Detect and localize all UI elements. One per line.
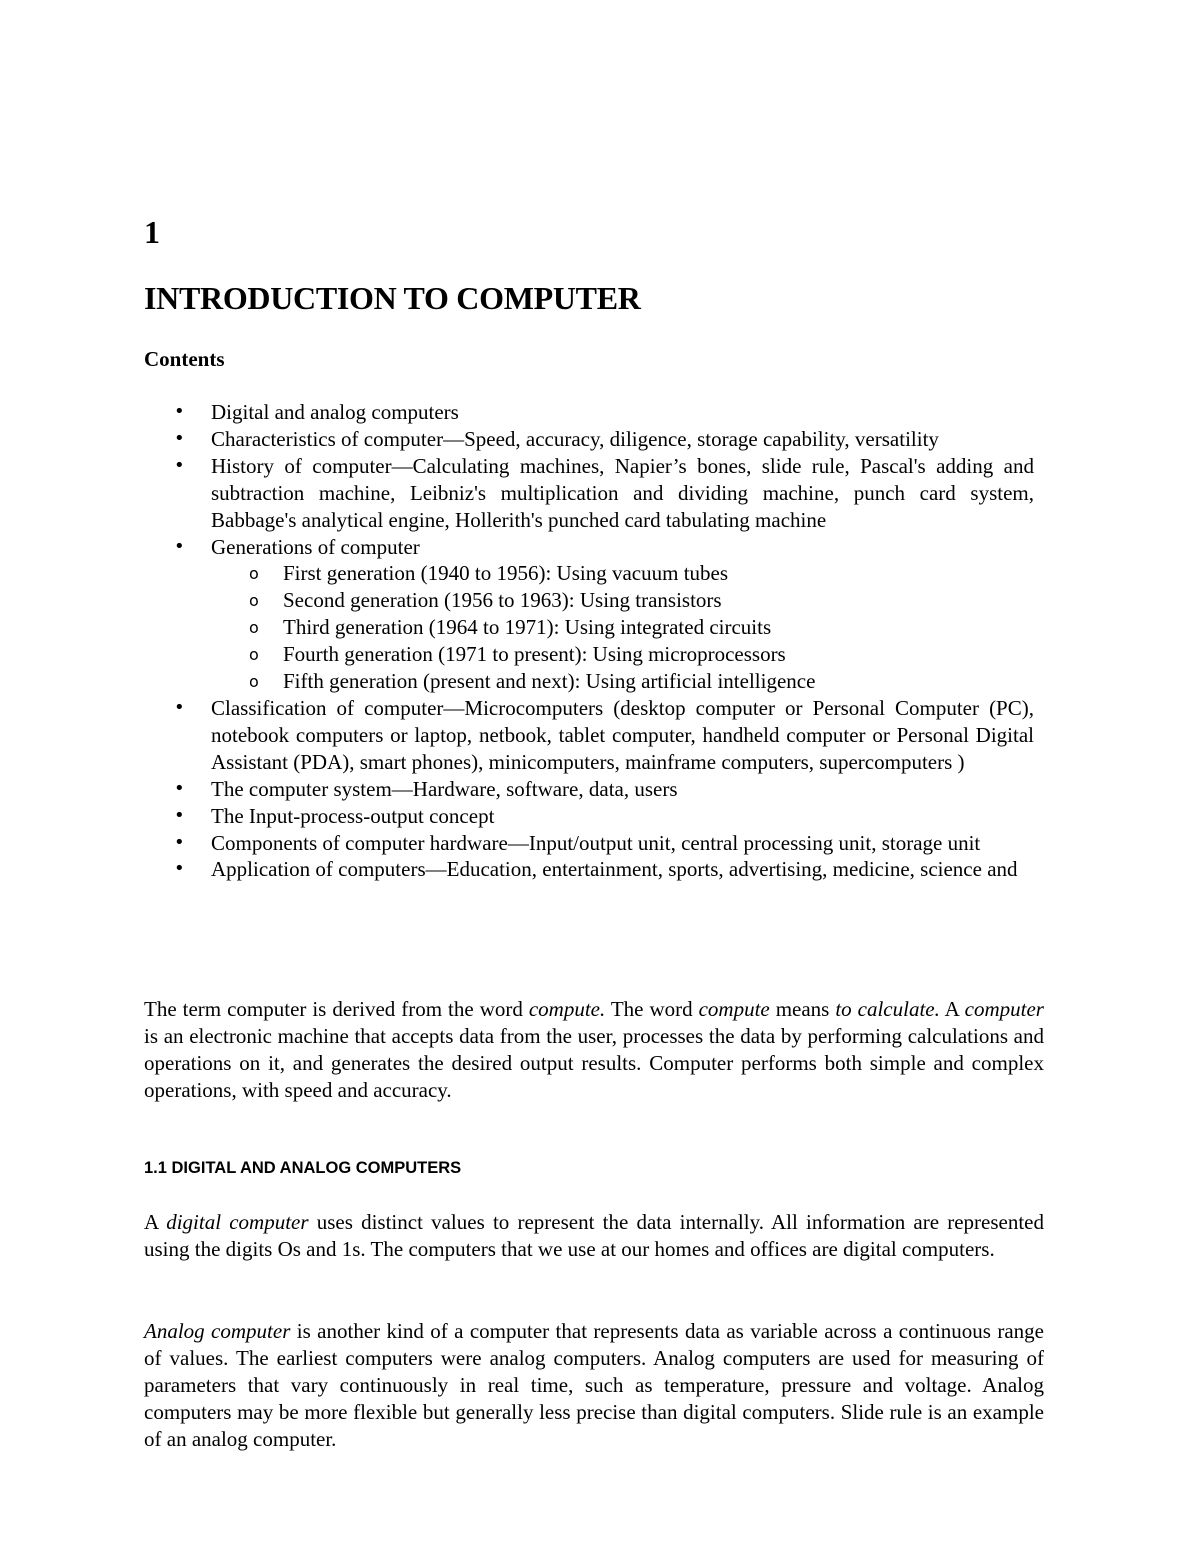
generation-item: o Second generation (1956 to 1963): Using transistors — [211, 587, 1034, 614]
generation-item: o Third generation (1964 to 1971): Using integrated circuits — [211, 614, 1034, 641]
section-heading: 1.1 DIGITAL AND ANALOG COMPUTERS — [144, 1159, 462, 1177]
text-run: The word — [605, 997, 699, 1021]
text-run: uses distinct values to represent the data internally. All information are represented using the digits Os and 1s. The computers that we use at our homes and offices are digital computers. — [144, 1210, 1044, 1261]
intro-paragraph — [144, 996, 1044, 1104]
contents-item: • Characteristics of computer—Speed, accuracy, diligence, storage capability, versatility — [144, 426, 1044, 453]
chapter-title: INTRODUCTION TO COMPUTER — [144, 280, 641, 316]
contents-item: • Components of computer hardware—Input/output unit, central processing unit, storage unit — [144, 830, 1044, 857]
chapter-number: 1 — [144, 214, 160, 250]
italic-term: to calculate. — [835, 997, 940, 1021]
generation-item: o Fifth generation (present and next): Using artificial intelligence — [211, 668, 1034, 695]
italic-term: compute — [698, 997, 770, 1021]
contents-item: • The Input-process-output concept — [144, 803, 1044, 830]
contents-item: • History of computer—Calculating machines, Napier’s bones, slide rule, Pascal's adding and subtraction machine, Leibniz's multiplication and dividing machine, punch card system, Babbage's analytical engine, Hollerith's punched card tabulating machine — [144, 453, 1044, 534]
generation-item: o Fourth generation (1971 to present): Using microprocessors — [211, 641, 1034, 668]
text-run: The term computer is derived from the word — [144, 997, 529, 1021]
digital-computer-paragraph — [144, 1209, 1044, 1263]
contents-item: • The computer system—Hardware, software, data, users — [144, 776, 1044, 803]
italic-term: compute. — [528, 997, 606, 1021]
italic-term: computer — [964, 997, 1044, 1021]
text-run: is another kind of a computer that represents data as variable across a continuous range of values. The earliest computers were analog computers. Analog computers are used for measuring of parameters that vary continuously in real time, such as temperature, pressure and voltage. Analog computers may be more flexible but generally less precise than digital computers. Slide rule is an example of an analog computer. — [144, 1319, 1044, 1451]
generation-item: o First generation (1940 to 1956): Using vacuum tubes — [211, 560, 1034, 587]
text-run: A — [144, 1210, 167, 1234]
text-run: A — [939, 997, 965, 1021]
text-run: is an electronic machine that accepts data from the user, processes the data by performing calculations and operations on it, and generates the desired output results. Computer performs both simple and complex operations, with speed and accuracy. — [144, 1024, 1044, 1102]
contents-heading: Contents — [144, 347, 225, 371]
contents-item-label: Generations of computer — [211, 534, 420, 559]
generations-sublist — [211, 560, 1034, 695]
text-run: means — [769, 997, 836, 1021]
contents-list — [144, 399, 1044, 883]
contents-item: • Classification of computer—Microcomputers (desktop computer or Personal Computer (PC), notebook computers or laptop, netbook, tablet computer, handheld computer or Personal Digital Assistant (PDA), smart phones), minicomputers, mainframe computers, supercomputers ) — [144, 695, 1044, 776]
analog-computer-paragraph — [144, 1318, 1044, 1453]
italic-term: digital computer — [166, 1210, 309, 1234]
contents-item: • Application of computers—Education, entertainment, sports, advertising, medicine, science and — [144, 856, 1044, 883]
italic-term: Analog computer — [144, 1319, 291, 1343]
contents-item: • Digital and analog computers — [144, 399, 1044, 426]
contents-item-generations — [144, 534, 1044, 695]
